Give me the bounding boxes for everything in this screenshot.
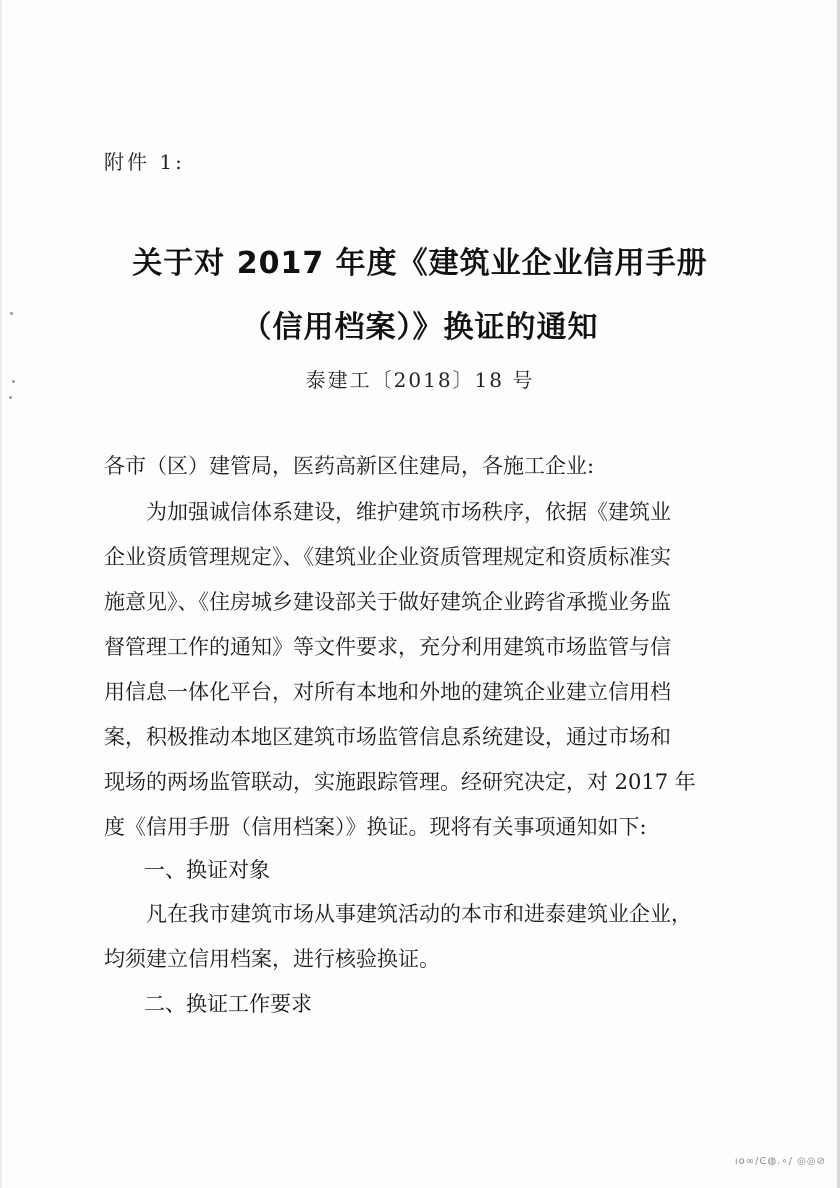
paragraph1-line6: 案，积极推动本地区建筑市场监管信息系统建设，通过市场和	[104, 725, 671, 749]
scan-edge-left	[0, 0, 2, 1188]
paragraph1-line8: 度《信用手册（信用档案）》换证。现将有关事项通知如下:	[104, 815, 647, 839]
salutation: 各市（区）建管局，医药高新区住建局，各施工企业:	[104, 454, 595, 478]
document-title-line2: （信用档案）》换证的通知	[241, 310, 599, 345]
paragraph1-line2: 企业资质管理规定》、《建筑业企业资质管理规定和资质标准实	[104, 545, 671, 569]
section2-heading: 二、换证工作要求	[144, 992, 312, 1016]
attachment-label: 附件 1:	[104, 150, 185, 174]
document-number: 泰建工〔2018〕18 号	[305, 368, 535, 392]
section1-line1: 凡在我市建筑市场从事建筑活动的本市和进泰建筑业企业，	[104, 902, 692, 926]
paragraph1-line7: 现场的两场监管联动，实施跟踪管理。经研究决定，对 2017 年	[104, 770, 696, 794]
paragraph1-line1: 为加强诚信体系建设，维护建筑市场秩序，依据《建筑业	[104, 500, 671, 524]
document-title-line1: 关于对 2017 年度《建筑业企业信用手册	[132, 246, 708, 281]
paragraph1-line5: 用信息一体化平台，对所有本地和外地的建筑企业建立信用档	[104, 680, 671, 704]
paragraph1-line4: 督管理工作的通知》等文件要求，充分利用建筑市场监管与信	[104, 635, 671, 659]
section1-heading: 一、换证对象	[144, 858, 270, 882]
section1-line2: 均须建立信用档案，进行核验换证。	[104, 947, 440, 971]
paragraph1-line3: 施意见》、《住房城乡建设部关于做好建筑企业跨省承揽业务监	[104, 590, 671, 614]
scan-corner-mark: ıo∞/Ͼ◍.∘/ ◎◎⊘	[734, 1156, 826, 1167]
